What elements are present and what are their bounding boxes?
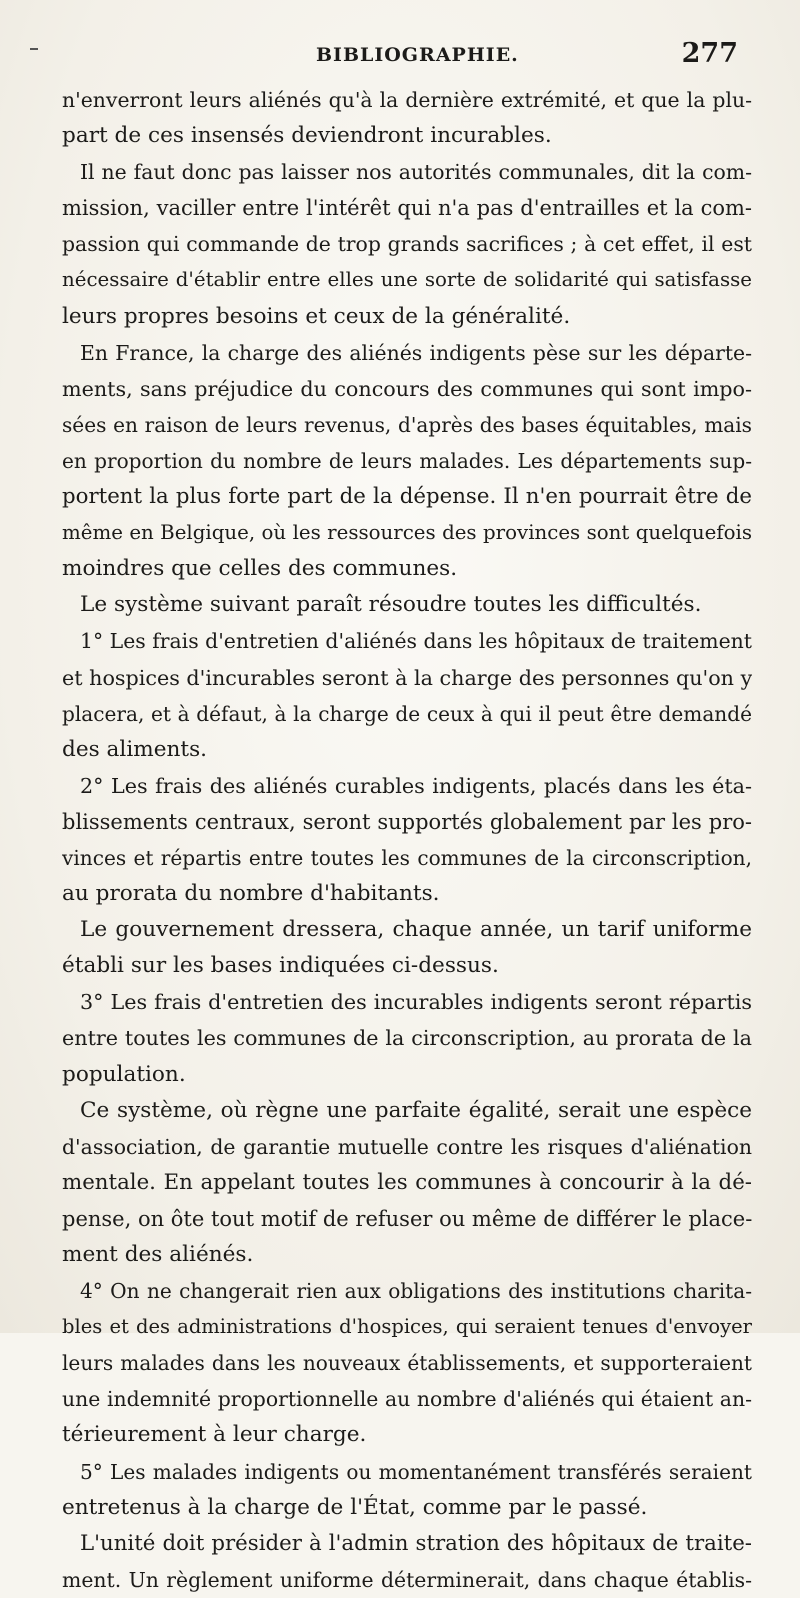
text-line: Le système suivant paraît résoudre toutes les difficultés. <box>80 592 702 618</box>
text-line: et hospices d'incurables seront à la charge des personnes qu'on y <box>62 665 752 690</box>
text-line: au prorata du nombre d'habitants. <box>62 881 440 907</box>
text-line: 2° Les frais des aliénés curables indigents, placés dans les éta- <box>80 773 752 798</box>
text-line: moindres que celles des communes. <box>62 556 458 582</box>
text-line: 4° On ne changerait rien aux obligations des institutions charita- <box>80 1279 752 1304</box>
text-line: 1° Les frais d'entretien d'aliénés dans les hôpitaux de traitement <box>80 629 752 654</box>
text-line: ments, sans préjudice du concours des communes qui sont impo- <box>62 376 752 401</box>
text-line: Le gouvernement dressera, chaque année, un tarif uniforme <box>80 917 752 943</box>
text-line: entre toutes les communes de la circonscription, au prorata de la <box>62 1026 752 1051</box>
text-line: passion qui commande de trop grands sacrifices ; à cet effet, il est <box>62 232 752 257</box>
text-line: ment des aliénés. <box>62 1242 254 1267</box>
text-line: d'association, de garantie mutuelle contre les risques d'aliénation <box>62 1134 752 1159</box>
page-header <box>0 38 800 78</box>
text-line: portent la plus forte part de la dépense. Il n'en pourrait être de <box>62 484 752 510</box>
text-line: n'enverront leurs aliénés qu'à la dernière extrémité, et que la plu- <box>62 88 752 112</box>
text-line: leurs propres besoins et ceux de la généralité. <box>62 303 571 329</box>
text-line: population. <box>62 1061 186 1087</box>
running-head: BIBLIOGRAPHIE. <box>316 44 519 66</box>
text-line: bles et des administrations d'hospices, qui seraient tenues d'envoyer <box>62 1315 752 1339</box>
text-line: part de ces insensés deviendront incurables. <box>62 123 552 149</box>
text-line: mission, vaciller entre l'intérêt qui n'a pas d'entrailles et la com- <box>62 196 752 221</box>
text-line: Ce système, où règne une parfaite égalité, serait une espèce <box>80 1097 752 1123</box>
text-line: En France, la charge des aliénés indigents pèse sur les départe- <box>80 340 752 365</box>
text-line: une indemnité proportionnelle au nombre d'aliénés qui étaient an- <box>62 1387 752 1412</box>
page-number: 277 <box>681 38 738 69</box>
text-line: établi sur les bases indiquées ci-dessus. <box>62 953 499 979</box>
text-line: même en Belgique, où les ressources des provinces sont quelquefois <box>62 521 752 545</box>
text-line: mentale. En appelant toutes les communes à concourir à la dé- <box>62 1169 752 1195</box>
text-line: leurs malades dans les nouveaux établissements, et supporteraient <box>62 1351 752 1376</box>
body-text <box>62 82 752 1598</box>
text-line: blissements centraux, seront supportés globalement par les pro- <box>62 809 752 834</box>
text-line: ment. Un règlement uniforme déterminerait, dans chaque établis- <box>62 1567 752 1592</box>
text-line: Il ne faut donc pas laisser nos autorités communales, dit la com- <box>80 160 752 185</box>
text-line: nécessaire d'établir entre elles une sorte de solidarité qui satisfasse <box>62 268 752 292</box>
text-line: térieurement à leur charge. <box>62 1422 367 1448</box>
text-line: L'unité doit présider à l'admin stration des hôpitaux de traite- <box>80 1530 752 1556</box>
text-line: sées en raison de leurs revenus, d'après des bases équitables, mais <box>62 412 752 437</box>
text-line: des aliments. <box>62 736 208 762</box>
text-line: 3° Les frais d'entretien des incurables indigents seront répartis <box>80 990 752 1015</box>
text-line: en proportion du nombre de leurs malades. Les départements sup- <box>62 448 752 473</box>
text-line: entretenus à la charge de l'État, comme par le passé. <box>62 1494 648 1520</box>
text-line: 5° Les malades indigents ou momentanément transférés seraient <box>80 1459 752 1484</box>
text-line: placera, et à défaut, à la charge de ceux à qui il peut être demandé <box>62 701 752 726</box>
text-line: pense, on ôte tout motif de refuser ou même de différer le place- <box>62 1206 752 1231</box>
text-line: vinces et répartis entre toutes les communes de la circonscription, <box>62 845 752 870</box>
